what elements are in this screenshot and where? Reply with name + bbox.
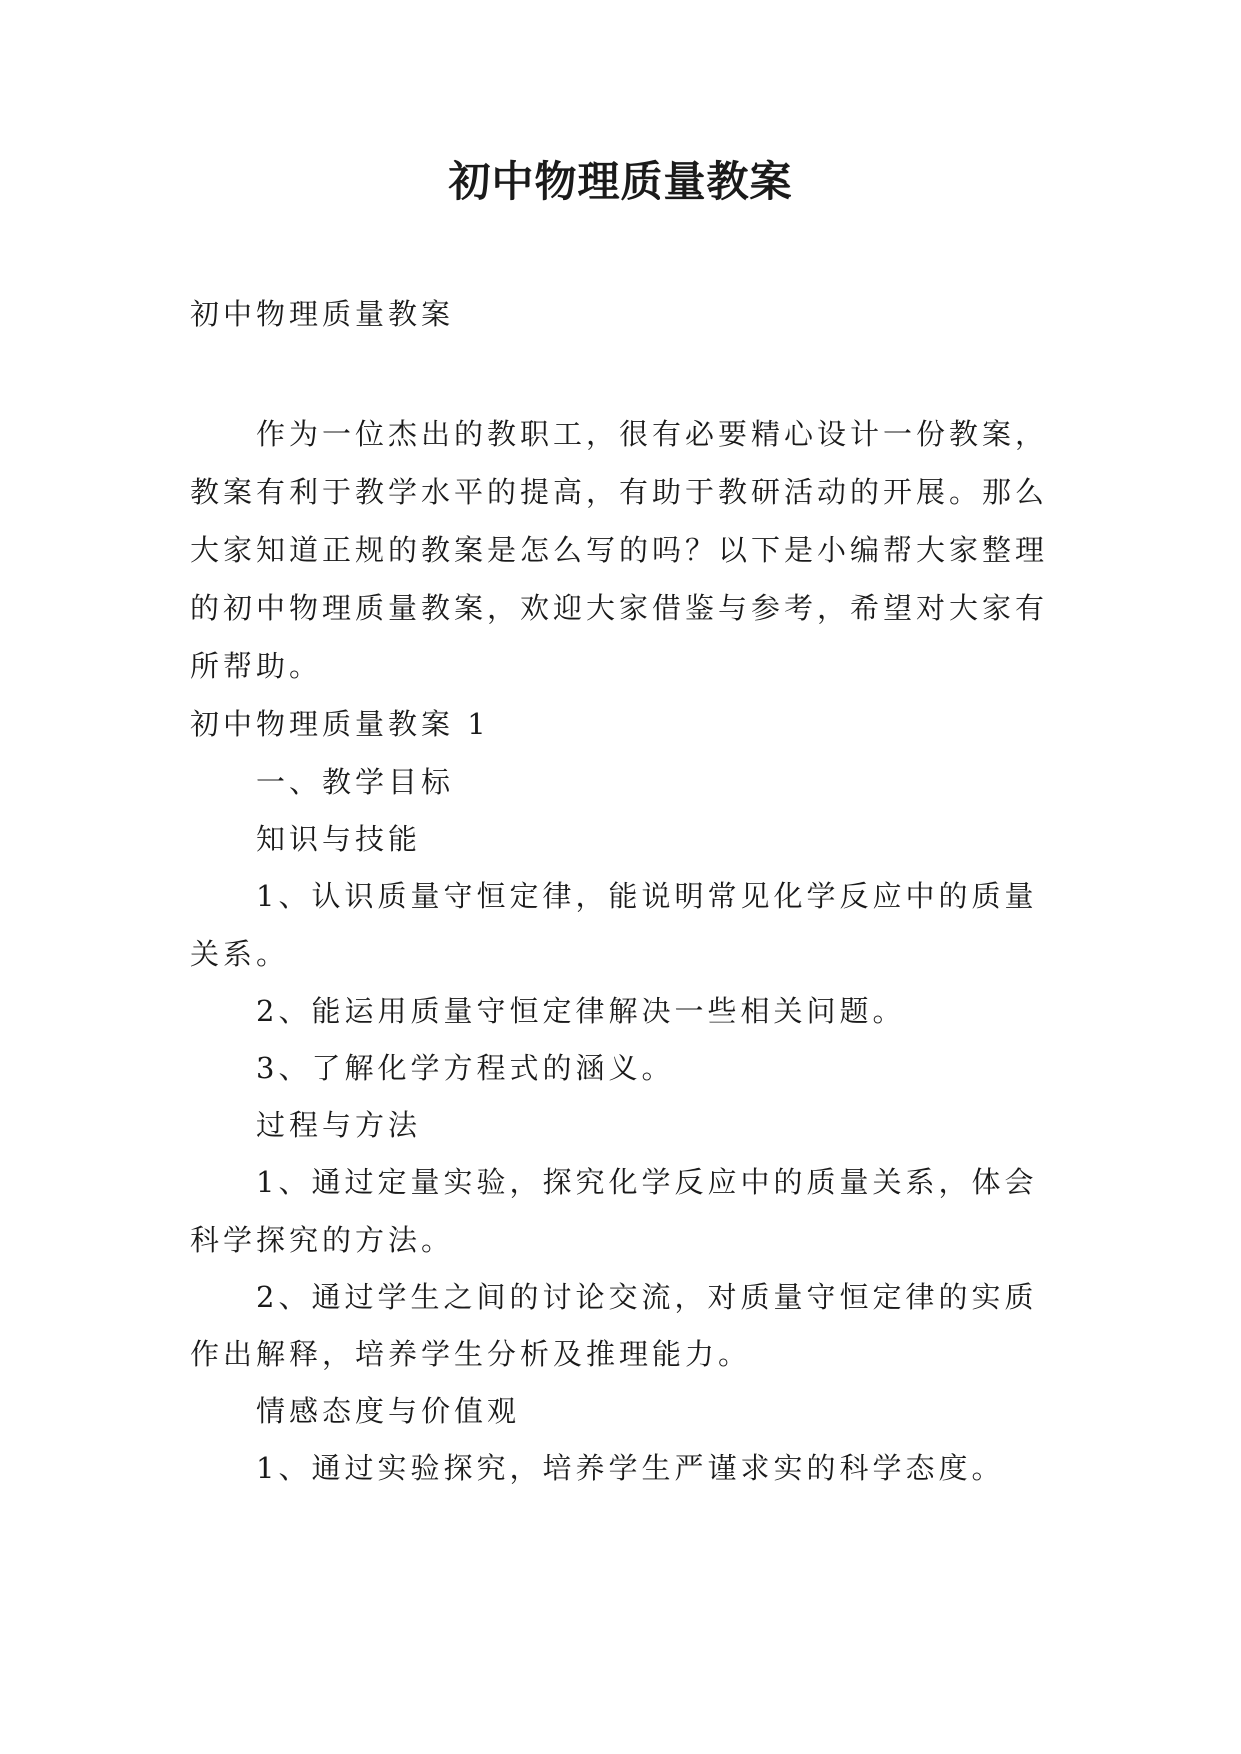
document-subtitle: 初中物理质量教案 [190,297,455,331]
list-item: 2、通过学生之间的讨论交流，对质量守恒定律的实质作出解释，培养学生分析及推理能力。 [190,1279,1038,1372]
section-heading: 初中物理质量教案 1 [190,707,490,741]
list-item: 1、通过定量实验，探究化学反应中的质量关系，体会科学探究的方法。 [190,1165,1038,1257]
list-item: 1、认识质量守恒定律，能说明常见化学反应中的质量关系。 [190,879,1038,971]
subheading-knowledge-skills: 知识与技能 [256,822,422,857]
list-item: 1、通过实验探究，培养学生严谨求实的科学态度。 [256,1451,1005,1486]
section-body [190,754,1070,1498]
list-item: 3、了解化学方程式的涵义。 [256,1051,675,1086]
subheading-attitude-values: 情感态度与价值观 [256,1394,521,1429]
list-item: 2、能运用质量守恒定律解决一些相关问题。 [256,993,906,1028]
heading-teaching-goals: 一、教学目标 [256,765,455,799]
subheading-process-method: 过程与方法 [256,1108,422,1143]
document-title: 初中物理质量教案 [448,157,793,206]
intro-paragraph: 作为一位杰出的教职工，很有必要精心设计一份教案，教案有利于教学水平的提高，有助于教研活动的开展。那么大家知道正规的教案是怎么写的吗？以下是小编帮大家整理的初中物理质量教案，欢迎大家借鉴与参考，希望对大家有所帮助。 [190,417,1049,683]
